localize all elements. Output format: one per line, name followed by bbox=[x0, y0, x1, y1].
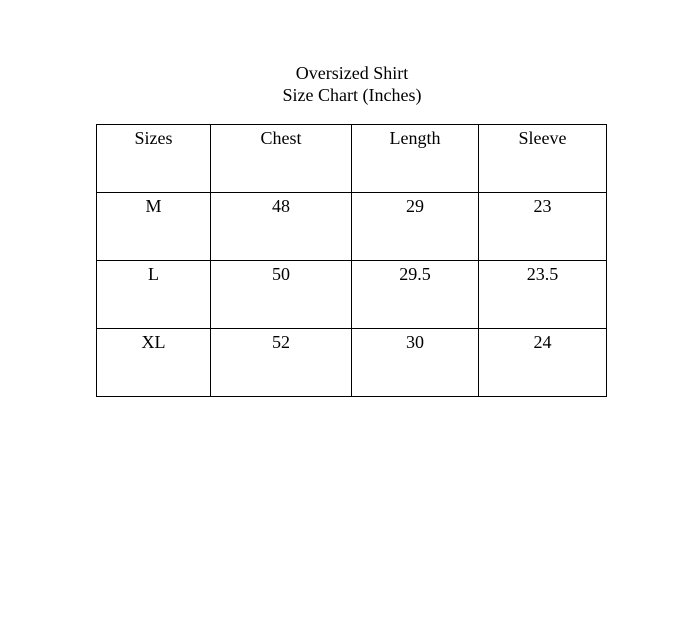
cell-length: 29 bbox=[352, 193, 479, 261]
table-header-row bbox=[97, 125, 607, 193]
cell-sleeve: 23 bbox=[479, 193, 607, 261]
header-sizes: Sizes bbox=[97, 125, 211, 193]
cell-length: 30 bbox=[352, 329, 479, 397]
header-length: Length bbox=[352, 125, 479, 193]
title-product-name: Oversized Shirt bbox=[295, 63, 409, 83]
table-row bbox=[97, 329, 607, 397]
cell-chest: 52 bbox=[211, 329, 352, 397]
page-title bbox=[0, 62, 688, 106]
cell-sleeve: 24 bbox=[479, 329, 607, 397]
cell-sleeve: 23.5 bbox=[479, 261, 607, 329]
header-sleeve: Sleeve bbox=[479, 125, 607, 193]
cell-size: M bbox=[97, 193, 211, 261]
size-chart-table bbox=[96, 124, 607, 397]
cell-size: XL bbox=[97, 329, 211, 397]
cell-length: 29.5 bbox=[352, 261, 479, 329]
cell-chest: 48 bbox=[211, 193, 352, 261]
table-row bbox=[97, 261, 607, 329]
table-row bbox=[97, 193, 607, 261]
title-chart-label: Size Chart (Inches) bbox=[282, 85, 422, 105]
cell-size: L bbox=[97, 261, 211, 329]
header-chest: Chest bbox=[211, 125, 352, 193]
cell-chest: 50 bbox=[211, 261, 352, 329]
